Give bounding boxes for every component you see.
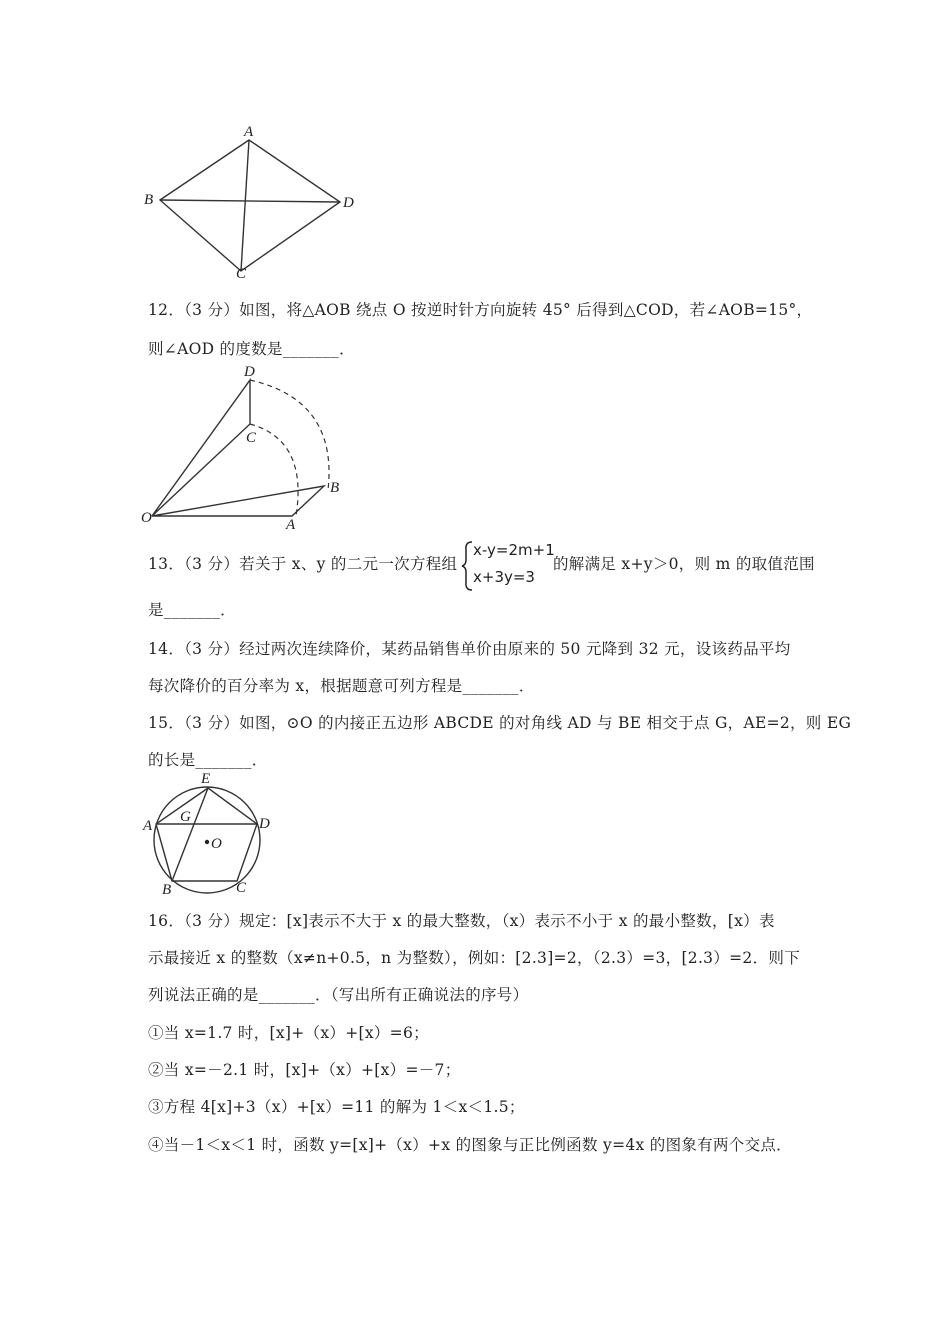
brace-icon [462,542,472,590]
equation-system [461,540,556,592]
pentagon-figure [140,768,280,898]
equation-2: x+3y=3 [473,568,535,586]
q12-line2: 则∠AOD 的度数是_______． [148,340,355,358]
center-point [205,840,209,844]
q13-line2: 是_______． [148,601,236,619]
label-c: C [236,266,247,280]
q13-line1-before: 13．（3 分）若关于 x、y 的二元一次方程组 [148,555,458,573]
pentagon-abcde [156,788,257,881]
q16-line2: 示最接近 x 的整数（x≠n+0.5，n 为整数），例如：[2.3]=2，（2.3）=3，[2.3）=2．则下 [148,949,800,967]
label-d: D [259,816,270,832]
diagonal-be [172,788,208,881]
q16-line3: 列说法正确的是_______．（写出所有正确说法的序号） [148,986,529,1004]
label-g: G [180,809,191,825]
q16-line1: 16．（3 分）规定：[x]表示不大于 x 的最大整数，（x）表示不小于 x 的最小整数，[x）表 [148,912,775,930]
equation-1: x-y=2m+1 [473,541,555,559]
q14-line1: 14．（3 分）经过两次连续降价，某药品销售单价由原来的 50 元降到 32 元，设该药品平均 [148,640,791,658]
q16-option-4: ④当－1＜x＜1 时，函数 y=[x]+（x）+x 的图象与正比例函数 y=4x 的图象有两个交点． [148,1136,792,1154]
label-c: C [246,430,257,446]
q16-option-1: ①当 x=1.7 时，[x]+（x）+[x）=6； [148,1024,429,1042]
label-a: A [286,517,296,532]
q13-line1-after: 的解满足 x+y＞0，则 m 的取值范围 [553,555,815,573]
label-o: O [141,510,152,526]
arc-c-to-a [250,424,298,516]
diagonal-ac [241,140,249,271]
label-d: D [343,195,354,211]
q16-option-3: ③方程 4[x]+3（x）+[x）=11 的解为 1＜x＜1.5； [148,1098,525,1116]
q12-line1: 12．（3 分）如图，将△AOB 绕点 O 按逆时针方向旋转 45° 后得到△COD，若∠AOB=15°， [148,301,813,319]
q16-option-2: ②当 x=－2.1 时，[x]+（x）+[x）=－7； [148,1061,461,1079]
rhombus-figure [140,120,370,280]
label-b: B [162,882,172,898]
label-d: D [244,364,255,380]
label-c: C [236,880,247,896]
rotation-figure [140,360,360,532]
triangle-cod [152,380,250,516]
rhombus-outline [160,140,340,271]
arc-d-to-b [250,380,329,490]
q15-line1: 15．（3 分）如图，⊙O 的内接正五边形 ABCDE 的对角线 AD 与 BE 相交于点 G，AE=2，则 EG [148,714,852,732]
label-o: O [211,836,222,852]
label-b: B [144,192,154,208]
label-a: A [244,124,254,140]
label-e: E [201,771,211,787]
label-b: B [330,480,340,496]
diagonal-bd [160,200,340,202]
label-a: A [143,818,153,834]
q14-line2: 每次降价的百分率为 x，根据题意可列方程是_______． [148,677,535,695]
q15-line2: 的长是_______． [148,751,268,769]
